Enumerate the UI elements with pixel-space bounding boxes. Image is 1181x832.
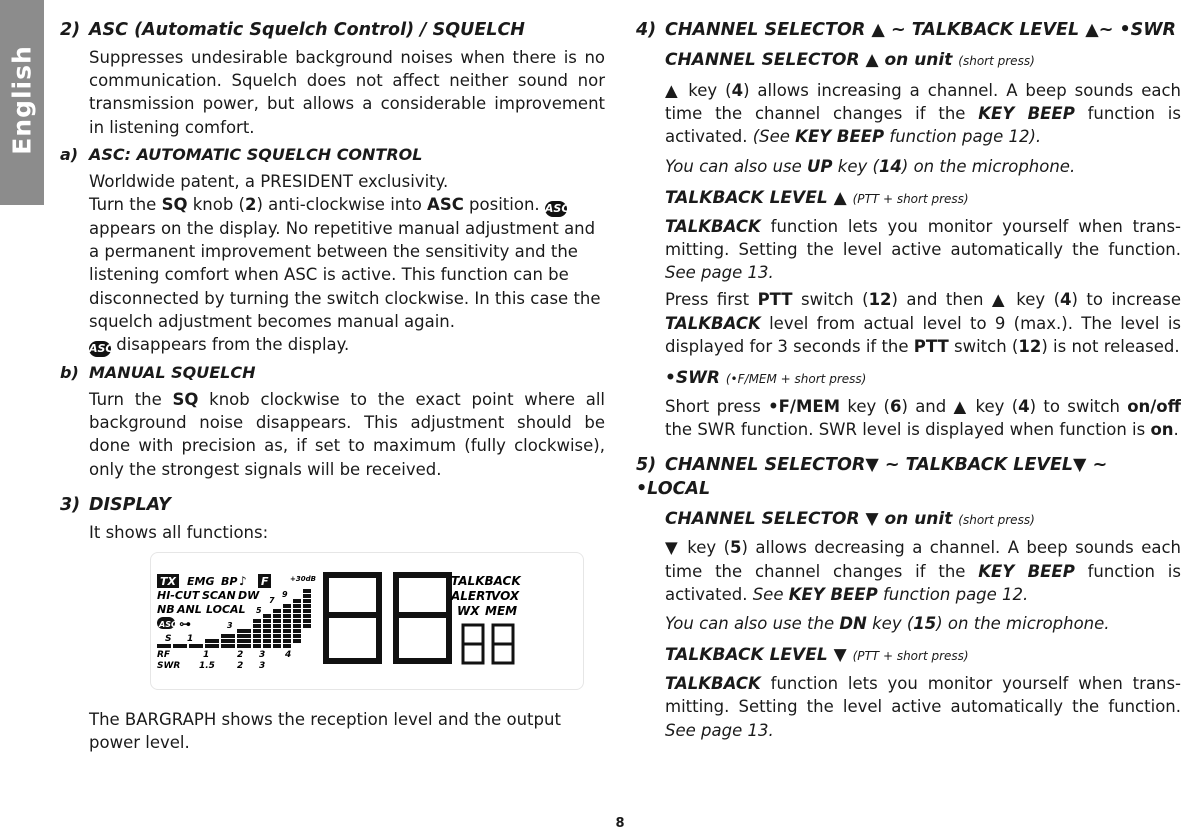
hicut-label: HI-CUT bbox=[157, 589, 200, 603]
scale-7: 7 bbox=[269, 596, 275, 606]
subheading-note: (short press) bbox=[958, 54, 1035, 68]
text: function page 12. bbox=[877, 584, 1029, 604]
text: the SWR function. SWR level is displayed when function is bbox=[665, 420, 1151, 440]
section-5-p2 bbox=[665, 612, 1181, 635]
tx-label: TX bbox=[160, 575, 176, 589]
ref-number: 4 bbox=[1060, 290, 1072, 310]
subsection-title: MANUAL SQUELCH bbox=[89, 363, 256, 383]
subsection-a-body bbox=[89, 170, 605, 357]
beep-note-icon: ♪ bbox=[239, 574, 247, 589]
section-3-heading bbox=[60, 493, 605, 517]
mem-label: MEM bbox=[485, 604, 518, 619]
section-2-body: Suppresses undesirable background noises when there is no communication. Squelch does not affect neither sound nor transmission power, but allows a considerable improvement in listening comfort. bbox=[89, 48, 605, 137]
ref-number: 4 bbox=[731, 81, 744, 100]
text: See bbox=[752, 584, 789, 604]
text: Press first bbox=[665, 290, 758, 310]
local-label: LOCAL bbox=[206, 603, 246, 617]
section-4-heading bbox=[636, 18, 1181, 42]
subsection-a-heading bbox=[60, 144, 605, 166]
text: function page 12). bbox=[884, 127, 1042, 147]
subheading: CHANNEL SELECTOR ▲ on unit bbox=[665, 50, 953, 70]
text: function lets you monitor yourself when trans-mitting. Setting the level active automatically the function. bbox=[665, 674, 1181, 717]
ptt-term: PTT bbox=[913, 336, 949, 356]
asc-icon: ASC bbox=[544, 202, 570, 216]
text: key ( bbox=[866, 614, 914, 634]
page-number: 8 bbox=[615, 816, 625, 831]
section-4-sub1 bbox=[665, 48, 1181, 73]
section-title: CHANNEL SELECTOR ▲ ~ TALKBACK LEVEL ▲~ •SWR bbox=[665, 20, 1177, 40]
section-4-sub2 bbox=[665, 186, 1181, 211]
asc-term: ASC bbox=[427, 195, 464, 215]
subheading-note: (PTT + short press) bbox=[852, 191, 969, 206]
swr-scale-2: 2 bbox=[237, 661, 244, 672]
channel-digits bbox=[326, 575, 449, 661]
text: You can also use bbox=[665, 156, 808, 176]
talkback-term: TALKBACK bbox=[665, 216, 761, 236]
small-digits bbox=[463, 625, 513, 663]
subheading-note: (short press) bbox=[958, 513, 1035, 528]
ref-number: 14 bbox=[878, 156, 902, 176]
dn-term: DN bbox=[839, 614, 867, 634]
text: appears on the display. No repetitive manual adjustment and a permanent improvement between the sensitivity and the listening comfort when ASC is active. This function can be disconnected by turning the switch clockwise. In this case the squelch adjustment becomes manual again. bbox=[89, 219, 601, 331]
f-label: F bbox=[261, 575, 269, 589]
vox-label: VOX bbox=[491, 589, 520, 604]
text: switch ( bbox=[792, 290, 869, 310]
text: switch ( bbox=[948, 336, 1019, 356]
text: ) and then ▲ key ( bbox=[891, 290, 1061, 310]
section-2-heading bbox=[60, 18, 605, 42]
text: ▲ key ( bbox=[665, 81, 732, 100]
key-beep-term: KEY BEEP bbox=[788, 584, 878, 604]
subheading-note: (•F/MEM + short press) bbox=[725, 372, 867, 387]
section-title: CHANNEL SELECTOR▼ ~ TALKBACK LEVEL▼ ~ •LOCAL bbox=[636, 455, 1108, 500]
ref-number: 12 bbox=[1018, 336, 1042, 356]
text: See page 13. bbox=[665, 263, 774, 283]
sq-term: SQ bbox=[172, 390, 199, 410]
text: knob ( bbox=[187, 195, 245, 215]
text: ) on the microphone. bbox=[936, 614, 1110, 634]
sq-term: SQ bbox=[161, 195, 188, 215]
scale-3: 3 bbox=[227, 621, 233, 631]
rf-scale-1: 1 bbox=[203, 650, 210, 661]
text: ) is not released. bbox=[1041, 336, 1180, 356]
text: ) anti-clockwise into bbox=[256, 195, 428, 215]
section-4-sub3 bbox=[665, 366, 1181, 391]
section-4-p4 bbox=[665, 288, 1181, 358]
text: key ( bbox=[840, 397, 890, 417]
text: level from actual level to 9 (max.). The level is displayed for 3 seconds if the bbox=[665, 313, 1181, 356]
subheading: TALKBACK LEVEL ▲ bbox=[665, 187, 847, 208]
section-number: 5) bbox=[636, 455, 657, 476]
section-4-p2 bbox=[665, 155, 1181, 178]
subsection-b-body bbox=[89, 388, 605, 481]
ptt-term: PTT bbox=[757, 290, 793, 310]
subheading: CHANNEL SELECTOR ▼ on unit bbox=[665, 509, 953, 530]
section-5-p1 bbox=[665, 536, 1181, 606]
text: Turn the bbox=[89, 390, 173, 410]
lcd-drawing bbox=[151, 553, 583, 689]
on-term: on bbox=[1150, 420, 1174, 440]
text: ) on the microphone. bbox=[901, 156, 1076, 176]
text: You can also use the bbox=[665, 614, 840, 634]
scale-9: 9 bbox=[282, 590, 288, 600]
ref-number: 12 bbox=[868, 290, 892, 310]
subheading: •SWR bbox=[665, 368, 720, 389]
talkback-term: TALKBACK bbox=[665, 674, 761, 694]
subsection-label: b) bbox=[60, 363, 79, 383]
swr-scale-3: 3 bbox=[259, 661, 266, 672]
section-4-p5 bbox=[665, 395, 1181, 441]
asc-label: ASC bbox=[159, 620, 177, 630]
section-5-heading bbox=[636, 453, 1181, 501]
section-5-sub2 bbox=[665, 643, 1181, 668]
text: disappears from the display. bbox=[111, 335, 350, 355]
s-label: S bbox=[165, 634, 172, 645]
section-number: 3) bbox=[60, 494, 81, 515]
key-beep-term: KEY BEEP bbox=[978, 561, 1075, 581]
scale-5: 5 bbox=[256, 606, 262, 616]
language-tab-label: English bbox=[7, 45, 37, 155]
talkback-label: TALKBACK bbox=[451, 574, 521, 589]
text: Short press bbox=[665, 397, 769, 417]
text: ) to increase bbox=[1071, 290, 1181, 310]
text: function is activated. bbox=[665, 104, 1181, 147]
dw-label: DW bbox=[238, 589, 260, 603]
bp-label: BP bbox=[221, 575, 238, 589]
text: function lets you monitor yourself when trans-mitting. Setting the level active automatically the function. bbox=[665, 216, 1181, 260]
ref-number: 5 bbox=[730, 538, 742, 558]
alert-label: ALERT bbox=[451, 589, 494, 604]
plus30db-label: +30dB bbox=[290, 575, 316, 584]
rf-scale-2: 2 bbox=[237, 650, 244, 661]
text: ▼ key ( bbox=[665, 538, 731, 558]
anl-label: ANL bbox=[177, 603, 202, 617]
lcd-display-illustration bbox=[150, 552, 584, 690]
text: function is activated. bbox=[665, 561, 1181, 604]
left-column bbox=[60, 18, 605, 754]
scan-label: SCAN bbox=[202, 589, 236, 603]
text: See page 13. bbox=[665, 720, 774, 740]
section-title: DISPLAY bbox=[89, 494, 171, 515]
nb-label: NB bbox=[157, 603, 175, 617]
language-tab bbox=[0, 0, 44, 205]
scale-1: 1 bbox=[187, 634, 194, 645]
section-5-p3 bbox=[665, 672, 1181, 742]
swr-scale-1-5: 1.5 bbox=[199, 661, 215, 672]
text: key ( bbox=[832, 156, 879, 176]
text: Worldwide patent, a PRESIDENT exclusivity. bbox=[89, 171, 449, 191]
talkback-term: TALKBACK bbox=[665, 313, 761, 333]
section-3-caption: The BARGRAPH shows the reception level and the output power level. bbox=[89, 710, 561, 753]
up-term: UP bbox=[807, 156, 833, 176]
ref-number: 6 bbox=[889, 397, 902, 417]
ref-number: 2 bbox=[245, 195, 257, 215]
text: ) and ▲ key ( bbox=[901, 397, 1019, 417]
key-lock-icon: ⊶ bbox=[179, 617, 191, 632]
rf-scale-3: 3 bbox=[259, 650, 266, 661]
text: ) allows increasing a channel. A beep sounds each time the channel changes if the bbox=[665, 81, 1181, 124]
swr-label: SWR bbox=[157, 661, 181, 672]
rf-scale-4: 4 bbox=[285, 650, 292, 661]
key-beep-term: KEY BEEP bbox=[978, 104, 1075, 124]
subheading-note: (PTT + short press) bbox=[852, 649, 969, 664]
wx-label: WX bbox=[457, 604, 480, 619]
section-4-p3 bbox=[665, 215, 1181, 285]
rf-label: RF bbox=[157, 650, 171, 661]
text: (See bbox=[752, 127, 796, 147]
emg-label: EMG bbox=[187, 575, 215, 589]
text: . bbox=[1173, 420, 1179, 440]
subsection-b-heading bbox=[60, 362, 605, 384]
ref-number: 4 bbox=[1018, 397, 1030, 417]
right-column bbox=[636, 18, 1181, 742]
text: knob clockwise to the exact point where all background noise disappears. This adjustment should be done with precision as, if set to maximum (fully clockwise), only the strongest signals will be received. bbox=[89, 390, 605, 479]
subheading: TALKBACK LEVEL ▼ bbox=[665, 645, 847, 666]
on-off-term: on/off bbox=[1127, 397, 1181, 417]
subsection-label: a) bbox=[60, 144, 79, 164]
asc-icon: ASC bbox=[89, 342, 114, 356]
section-title: ASC (Automatic Squelch Control) / SQUELCH bbox=[89, 20, 525, 40]
ref-number: 15 bbox=[913, 614, 937, 634]
fmem-term: •F/MEM bbox=[768, 397, 841, 417]
section-4-p1 bbox=[665, 79, 1181, 149]
section-number: 2) bbox=[60, 20, 81, 40]
subsection-title: ASC: AUTOMATIC SQUELCH CONTROL bbox=[89, 144, 423, 164]
section-3-body: It shows all functions: bbox=[89, 522, 269, 542]
text: Turn the bbox=[89, 195, 162, 215]
key-beep-term: KEY BEEP bbox=[795, 127, 885, 147]
section-number: 4) bbox=[636, 20, 657, 40]
section-5-sub1 bbox=[665, 507, 1181, 532]
text: ) to switch bbox=[1029, 397, 1128, 417]
text: position. bbox=[463, 195, 545, 215]
text: ) allows decreasing a channel. A beep sounds each time the channel changes if the bbox=[665, 538, 1181, 581]
